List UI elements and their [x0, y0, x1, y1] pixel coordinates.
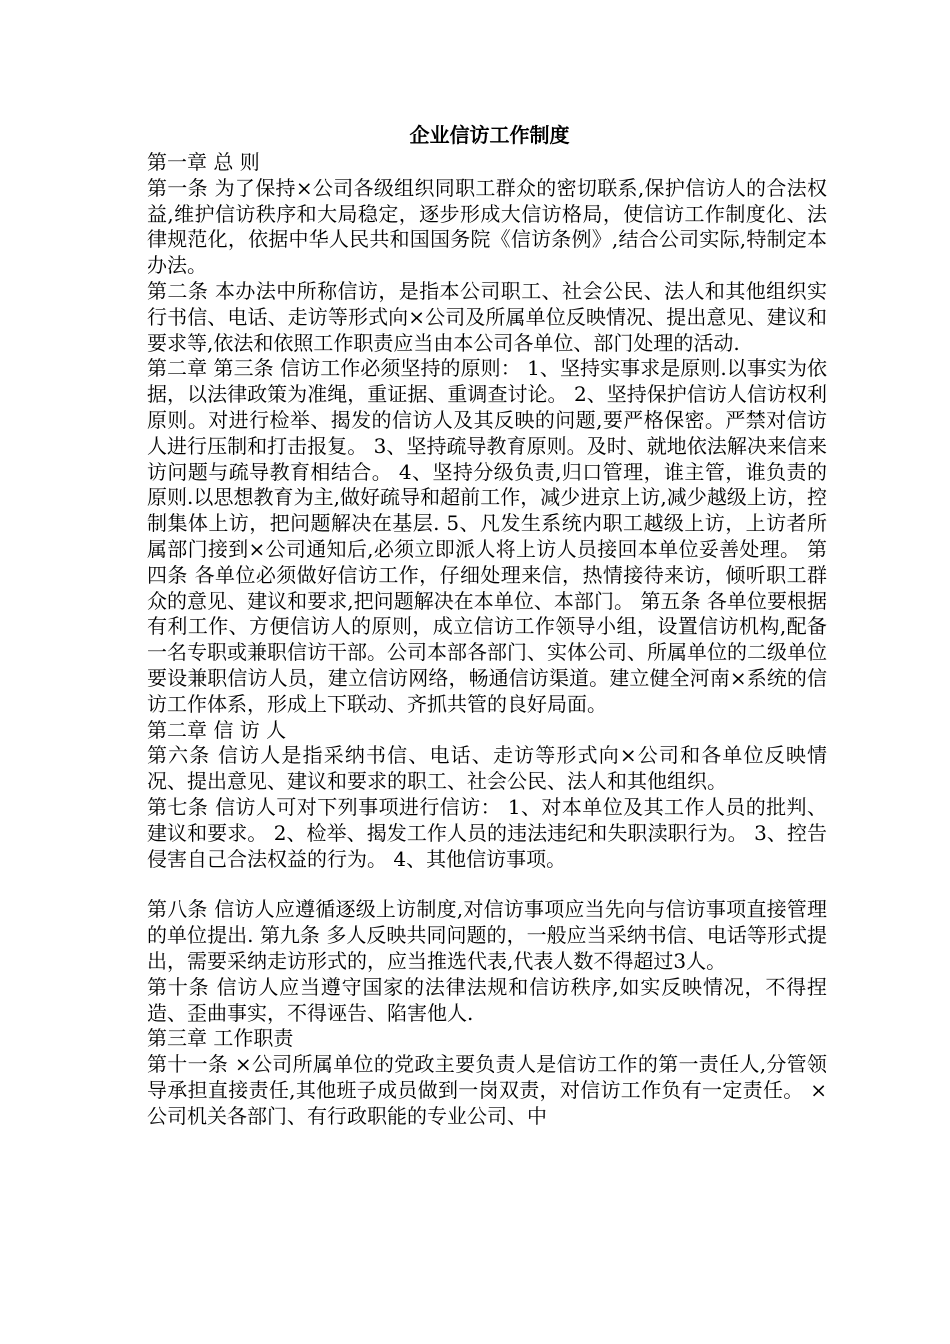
chapter-3-heading: 第三章 工作职责	[147, 1026, 294, 1051]
document-title: 企业信访工作制度	[409, 123, 570, 147]
document-page	[147, 120, 827, 1129]
article-1-paragraph: 第一条 为了保持×公司各级组织同职工群众的密切联系,保护信访人的合法权益,维护信访秩序和大局稳定，逐步形成大信访格局，使信访工作制度化、法律规范化，依据中华人民共和国国务院《信访条例》,结合公司实际,特制定本办法。	[147, 175, 827, 278]
chapter-2-petitioner-heading: 第二章 信 访 人	[147, 717, 287, 742]
article-7-paragraph: 第七条 信访人可对下列事项进行信访： 1、对本单位及其工作人员的批判、建议和要求。 2、检举、揭发工作人员的违法违纪和失职渎职行为。 3、控告侵害自己合法权益的行为。 4、其他信访事项。	[147, 794, 827, 871]
article-2-paragraph: 第二条 本办法中所称信访，是指本公司职工、社会公民、法人和其他组织实行书信、电话、走访等形式向×公司及所属单位反映情况、提出意见、建议和要求等,依法和依照工作职责应当由本公司各单位、部门处理的活动.	[147, 278, 827, 355]
article-10-paragraph: 第十条 信访人应当遵守国家的法律法规和信访秩序,如实反映情况，不得捏造、歪曲事实，不得诬告、陷害他人.	[147, 974, 827, 1025]
article-8-9-paragraph: 第八条 信访人应遵循逐级上访制度,对信访事项应当先向与信访事项直接管理的单位提出. 第九条 多人反映共同问题的，一般应当采纳书信、电话等形式提出，需要采纳走访形式的，应当推选代表,代表人数不得超过3人。	[147, 897, 827, 973]
chapter-1-heading: 第一章 总 则	[147, 150, 260, 174]
article-6-paragraph: 第六条 信访人是指采纳书信、电话、走访等形式向×公司和各单位反映情况、提出意见、建议和要求的职工、社会公民、法人和其他组织。	[147, 743, 827, 794]
chapter-2-principles-paragraph: 第二章 第三条 信访工作必须坚持的原则： 1、坚持实事求是原则.以事实为依据，以法律政策为准绳，重证据、重调查讨论。 2、坚持保护信访人信访权利原则。对进行检举、揭发的信访人及其反映的问题,要严格保密。严禁对信访人进行压制和打击报复。 3、坚持疏导教育原则。及时、就地依法解决来信来访问题与疏导教育相结合。 4、坚持分级负责,归口管理，谁主管，谁负责的原则.以思想教育为主,做好疏导和超前工作，减少进京上访,减少越级上访，控制集体上访，把问题解决在基层. 5、凡发生系统内职工越级上访，上访者所属部门接到×公司通知后,必须立即派人将上访人员接回本单位妥善处理。 第四条 各单位必须做好信访工作，仔细处理来信，热情接待来访，倾听职工群众的意见、建议和要求,把问题解决在本单位、本部门。 第五条 各单位要根据有利工作、方便信访人的原则，成立信访工作领导小组，设置信访机构,配备一名专职或兼职信访干部。公司本部各部门、实体公司、所属单位的二级单位要设兼职信访人员，建立信访网络，畅通信访渠道。建立健全河南×系统的信访工作体系，形成上下联动、齐抓共管的良好局面。	[147, 356, 827, 716]
article-11-paragraph: 第十一条 ×公司所属单位的党政主要负责人是信访工作的第一责任人,分管领导承担直接责任,其他班子成员做到一岗双责，对信访工作负有一定责任。 ×公司机关各部门、有行政职能的专业公司、中	[147, 1052, 827, 1128]
